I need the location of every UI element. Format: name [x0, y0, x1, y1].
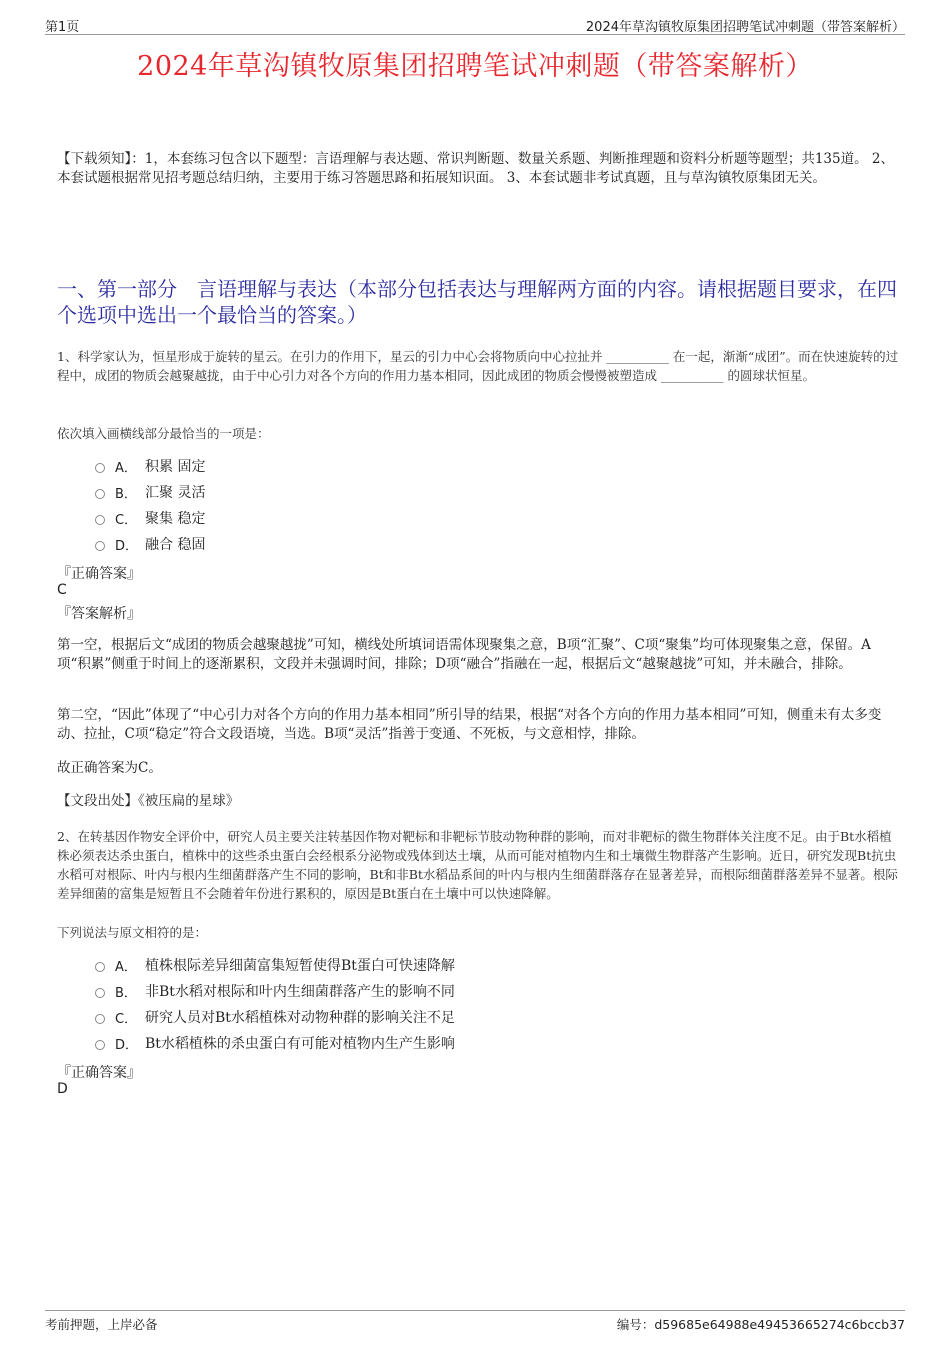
option-a[interactable]: A． 积累 固定	[95, 453, 205, 479]
header-doc-title: 2024年草沟镇牧原集团招聘笔试冲刺题（带答案解析）	[585, 20, 905, 35]
option-a[interactable]: A． 植株根际差异细菌富集短暂使得Bt蛋白可快速降解	[95, 952, 455, 978]
document-title: 2024年草沟镇牧原集团招聘笔试冲刺题（带答案解析）	[137, 51, 813, 82]
radio-icon[interactable]	[95, 962, 105, 972]
section-title: 一、第一部分 言语理解与表达（本部分包括表达与理解两方面的内容。请根据题目要求，在四个选项中选出一个最恰当的答案。）	[57, 277, 897, 327]
analysis-paragraph-2: 第二空，“因此”体现了“中心引力对各个方向的作用力基本相同”所引导的结果，根据“对各个方向的作用力基本相同”可知，侧重未有太多变动、拉扯，C项“稳定”符合文段语境，当选。B项“灵活”指善于变通、不死板，与文意相悖，排除。	[57, 707, 882, 742]
option-d[interactable]: D． 融合 稳固	[95, 531, 205, 557]
question-1-prompt: 依次填入画横线部分最恰当的一项是：	[57, 426, 270, 441]
radio-icon[interactable]	[95, 489, 105, 499]
option-b[interactable]: B． 非Bt水稻对根际和叶内生细菌群落产生的影响不同	[95, 978, 455, 1004]
option-d[interactable]: D． Bt水稻植株的杀虫蛋白有可能对植物内生产生影响	[95, 1030, 455, 1056]
text-source: 【文段出处】《被压扁的星球》	[57, 793, 240, 809]
question-2-text: 2、在转基因作物安全评价中，研究人员主要关注转基因作物对靶标和非靶标节肢动物种群的影响，而对非靶标的微生物群体关注度不足。由于Bt水稻植株必须表达杀虫蛋白，植株中的这些杀虫蛋白会经根系分泌物或残体到达土壤，从而可能对植物内生和土壤微生物群落产生影响。近日，研究发现Bt抗虫水稻可对根际、叶内与根内生细菌群落产生不同的影响，Bt和非Bt水稻品系间的叶内与根内生细菌群落存在显著差异，而根际细菌群落差异不显著。根际差异细菌的富集是短暂且不会随着年份进行累积的，原因是Bt蛋白在土壤中可以快速降解。	[57, 829, 898, 901]
radio-icon[interactable]	[95, 515, 105, 525]
footer-slogan: 考前押题，上岸必备	[45, 1317, 158, 1332]
question-1-options	[95, 453, 205, 557]
analysis-label: 『答案解析』	[57, 606, 141, 622]
question-1-text: 1、科学家认为，恒星形成于旋转的星云。在引力的作用下，星云的引力中心会将物质向中心拉扯并 __________ 在一起，渐渐“成团”。而在快速旋转的过程中，成团的物质会越聚越拢，由于中心引力对各个方向的作用力基本相同，因此成团的物质会慢慢被塑造成 __________ 的圆球状恒星。	[57, 349, 899, 383]
answer-value: C	[57, 582, 67, 598]
analysis-paragraph-1: 第一空，根据后文“成团的物质会越聚越拢”可知，横线处所填词语需体现聚集之意，B项“汇聚”、C项“聚集”均可体现聚集之意，保留。A项“积累”侧重于时间上的逐渐累积，文段并未强调时间，排除；D项“融合”指融在一起，根据后文“越聚越拢”可知，并未融合，排除。	[57, 637, 871, 672]
page-footer	[45, 1310, 905, 1333]
footer-code: 编号：d59685e64988e49453665274c6bccb37	[616, 1317, 905, 1332]
option-b[interactable]: B． 汇聚 灵活	[95, 479, 205, 505]
radio-icon[interactable]	[95, 1014, 105, 1024]
download-notice: 【下载须知】：1，本套练习包含以下题型：言语理解与表达题、常识判断题、数量关系题、判断推理题和资料分析题等题型；共135道。 2、本套试题根据常见招考题总结归纳，主要用于练习答题思路和拓展知识面。 3、本套试题非考试真题，且与草沟镇牧原集团无关。	[57, 151, 894, 186]
radio-icon[interactable]	[95, 1040, 105, 1050]
option-c[interactable]: C． 聚集 稳定	[95, 505, 205, 531]
answer-label: 『正确答案』	[57, 566, 141, 582]
option-c[interactable]: C． 研究人员对Bt水稻植株对动物种群的影响关注不足	[95, 1004, 455, 1030]
radio-icon[interactable]	[95, 463, 105, 473]
analysis-conclusion: 故正确答案为C。	[57, 760, 162, 776]
radio-icon[interactable]	[95, 541, 105, 551]
answer-value: D	[57, 1081, 68, 1097]
page-header	[45, 14, 905, 35]
question-2-prompt: 下列说法与原文相符的是：	[57, 925, 208, 940]
radio-icon[interactable]	[95, 988, 105, 998]
question-2-options	[95, 952, 455, 1056]
page-number: 第1页	[45, 20, 80, 35]
answer-label: 『正确答案』	[57, 1065, 141, 1081]
